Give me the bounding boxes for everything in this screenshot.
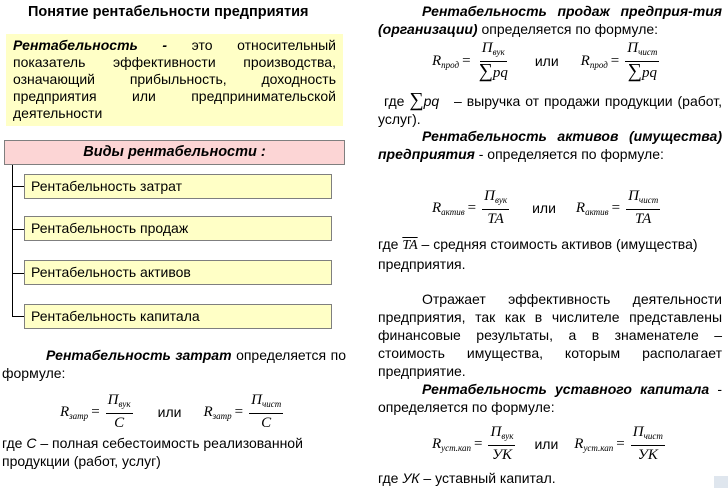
tree-branch [12,316,24,317]
assets-formula: $R_{актив}$ = $\frac{П_{вук}}{TA}$ или $R_{актив}$ = $\frac{П_{чист}}{TA}$ [432,188,659,227]
type-item-capital: Рентабельность капитала [24,304,332,329]
type-item-assets: Рентабельность активов [24,260,332,285]
sales-note: где ∑pq – выручка от продажи продукции (работ, услуг). [378,89,722,127]
sales-term: Рентабельность продаж предприя-тия (организации) [378,3,722,37]
cost-definition [2,346,346,382]
sales-intro: определяется по формуле: [481,21,659,37]
assets-intro: - определяется по формуле: [478,146,664,162]
assets-term: Рентабельность активов (имущества) предприятия [378,128,722,162]
assets-reflects: Отражает эффективность деятельности предприятия, так как в числителе представлены финансовые результаты, а в знаменателе – стоимость имущества, которым располагает предприятие. [378,291,722,379]
cost-term: Рентабельность затрат [46,347,232,363]
types-header: Виды рентабельности : [4,140,345,165]
type-item-sales: Рентабельность продаж [24,216,332,241]
sales-definition [378,2,722,38]
formula-r: $R_{затр}$ [60,403,89,421]
or-word: или [157,404,182,420]
capital-formula: $R_{уст.кап}$ = $\frac{П_{вук}}{УК}$ или $R_{уст.кап}$ = $\frac{П_{чист}}{УК}$ [432,424,663,463]
formula-fraction: $\frac{П_{вук}}{C}$ [107,392,131,431]
formula-r: $R_{затр}$ [203,403,232,421]
capital-note: где УК – уставный капитал. [378,470,556,486]
tree-branch [12,186,24,187]
tree-connector [12,165,13,317]
definition-box [6,34,343,126]
sales-formula: $R_{прод}$ = $\frac{П_{вук}}{\sum pq}$ или $R_{прод}$ = $\frac{П_{чист}}{\sum pq}$ [432,40,658,82]
formula-fraction: $\frac{П_{чист}}{C}$ [251,392,282,431]
capital-intro: - определяется по формуле: [378,381,722,415]
definition-text: это относительный показатель эффективности производства, означающий прибыльность, доходность предприятия или предпринимательской деятельности [13,37,336,121]
type-item-cost: Рентабельность затрат [24,174,332,199]
corner-decoration [714,476,728,488]
page-title: Понятие рентабельности предприятия [28,4,309,20]
cost-note: где С – полная себестоимость реализованной продукции (работ, услуг) [2,435,303,469]
capital-definition [378,380,722,416]
tree-branch [12,229,24,230]
tree-branch [12,273,24,274]
cost-formula: $R_{затр}$ = $\frac{П_{вук}}{C}$ или $R_{затр}$ = $\frac{П_{чист}}{C}$ [60,392,282,431]
capital-term: Рентабельность уставного капитала [422,381,710,397]
definition-term: Рентабельность - [13,37,168,53]
cost-intro: определяется по формуле: [2,347,346,381]
assets-note: где $\overline{TA}$ – средняя стоимость активов (имущества) предприятия. [378,236,698,272]
assets-definition [378,127,722,163]
